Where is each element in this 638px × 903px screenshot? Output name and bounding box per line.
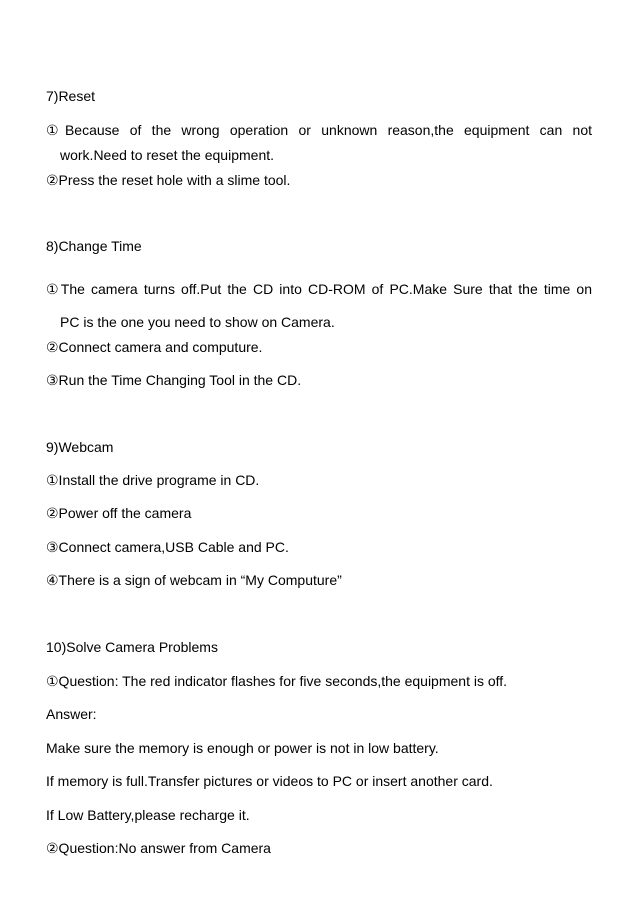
change-time-item-3: ③Run the Time Changing Tool in the CD. (46, 372, 302, 388)
webcam-item-1: ①Install the drive programe in CD. (46, 472, 260, 488)
reset-item-2: ②Press the reset hole with a slime tool. (46, 172, 291, 188)
section-heading-solve-problems: 10)Solve Camera Problems (46, 639, 218, 655)
webcam-item-3: ③Connect camera,USB Cable and PC. (46, 539, 289, 555)
solve-answer-line-3: If Low Battery,please recharge it. (46, 807, 250, 823)
solve-answer-line-1: Make sure the memory is enough or power is not in low battery. (46, 740, 439, 756)
solve-answer-label: Answer: (46, 706, 97, 722)
change-time-item-1-line-2: PC is the one you need to show on Camera. (60, 314, 335, 330)
change-time-item-1-line-1: ①The camera turns off.Put the CD into CD-ROM of PC.Make Sure that the time on (46, 281, 592, 297)
solve-question-1: ①Question: The red indicator flashes for five seconds,the equipment is off. (46, 673, 508, 689)
section-heading-reset: 7)Reset (46, 88, 96, 104)
solve-question-2: ②Question:No answer from Camera (46, 840, 271, 856)
change-time-item-2: ②Connect camera and computure. (46, 339, 263, 355)
reset-item-1-line-2: work.Need to reset the equipment. (60, 147, 275, 163)
webcam-item-2: ②Power off the camera (46, 505, 192, 521)
section-heading-change-time: 8)Change Time (46, 238, 142, 254)
webcam-item-4: ④There is a sign of webcam in “My Computure” (46, 572, 342, 588)
solve-answer-line-2: If memory is full.Transfer pictures or videos to PC or insert another card. (46, 773, 493, 789)
section-heading-webcam: 9)Webcam (46, 439, 114, 455)
reset-item-1-line-1: ①Because of the wrong operation or unknown reason,the equipment can not (46, 122, 592, 138)
